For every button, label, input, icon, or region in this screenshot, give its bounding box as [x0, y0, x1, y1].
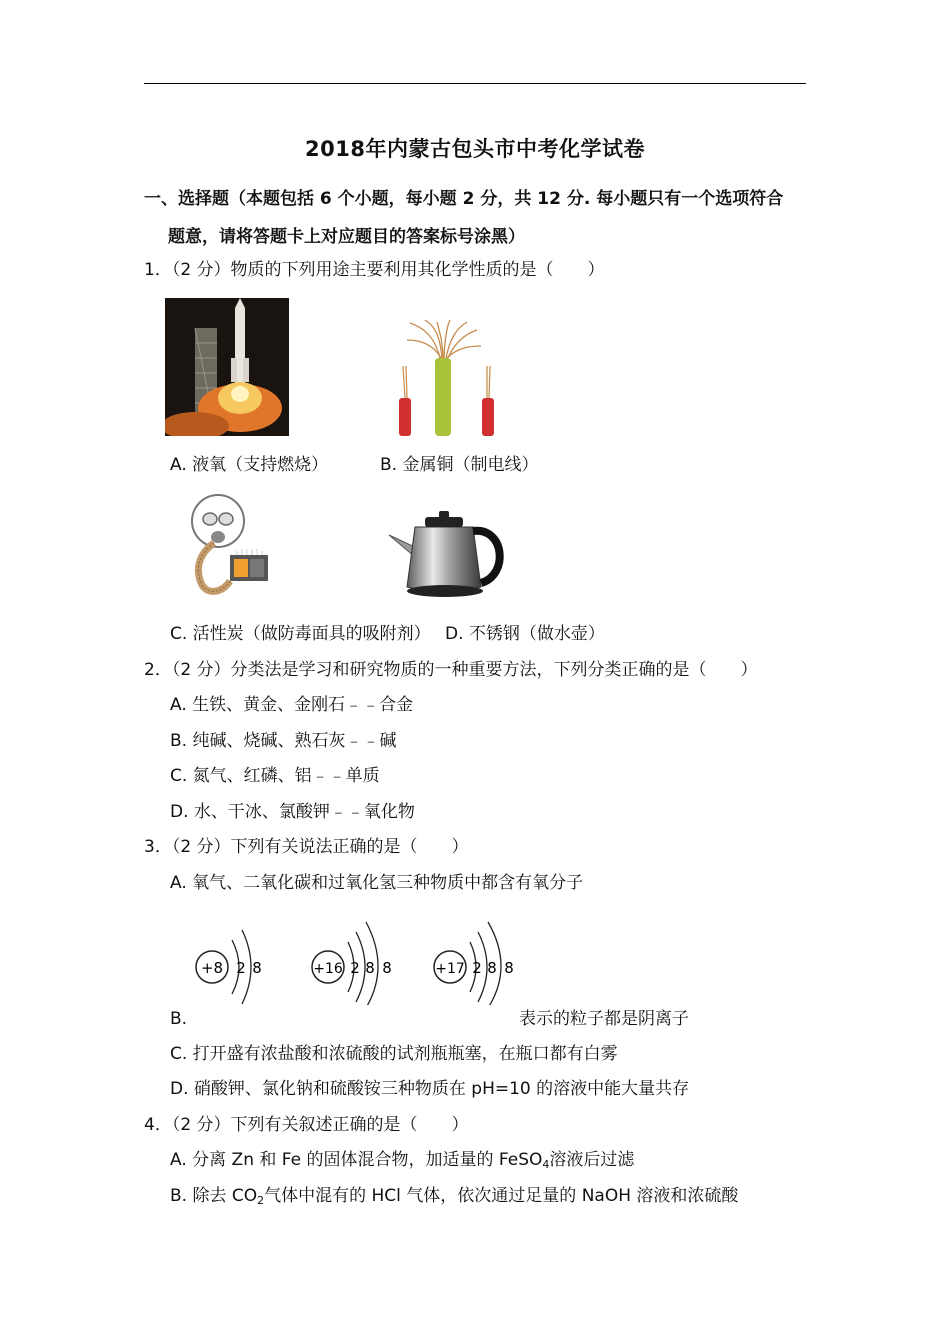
electron-count: 2: [472, 959, 482, 977]
electron-count: 2: [350, 959, 360, 977]
stainless-kettle-image: [385, 505, 510, 605]
q3-option-d: D. 硝酸钾、氯化钠和硫酸铵三种物质在 pH=10 的溶液中能大量共存: [170, 1079, 690, 1099]
electron-count: 8: [487, 959, 497, 977]
q2-stem: 2．（2 分）分类法是学习和研究物质的一种重要方法，下列分类正确的是（ ）: [144, 660, 758, 680]
electron-count: 8: [504, 959, 514, 977]
q4-option-a-text-end: 溶液后过滤: [549, 1150, 635, 1170]
subscript: 4: [542, 1158, 550, 1171]
nucleus-label: +8: [200, 959, 224, 977]
q3-option-b-text: 表示的粒子都是阴离子: [519, 1009, 689, 1029]
q1-stem: 1．（2 分）物质的下列用途主要利用其化学性质的是（ ）: [144, 260, 605, 280]
q1-option-c: C. 活性炭（做防毒面具的吸附剂）: [170, 624, 431, 644]
q4-option-b: [170, 1184, 738, 1208]
q4-option-a-text: A. 分离 Zn 和 Fe 的固体混合物，加适量的 FeSO: [170, 1150, 543, 1170]
electron-count: 8: [382, 959, 392, 977]
atom-diagram-chlorine-ion: [434, 922, 514, 1005]
q2-option-b: B. 纯碱、烧碱、熟石灰﹣﹣碱: [170, 731, 397, 751]
q3-option-a: A. 氧气、二氧化碳和过氧化氢三种物质中都含有氧分子: [170, 873, 584, 893]
q2-option-a: A. 生铁、黄金、金刚石﹣﹣合金: [170, 695, 414, 715]
rocket-launch-image: [165, 298, 289, 436]
section-heading-line1: 一、选择题（本题包括 6 个小题，每小题 2 分，共 12 分. 每小题只有一个选项符合: [144, 189, 784, 209]
q4-option-a: [170, 1148, 634, 1172]
q2-option-d: D. 水、干冰、氯酸钾﹣﹣氧化物: [170, 802, 415, 822]
q3-stem: 3．（2 分）下列有关说法正确的是（ ）: [144, 837, 469, 857]
atom-diagram-oxygen-ion: [196, 930, 262, 1004]
gas-mask-image: [180, 493, 275, 598]
nucleus-label: +17: [435, 961, 465, 977]
q3-option-b-label: B.: [170, 1009, 188, 1029]
electron-count: 2: [236, 959, 246, 977]
electron-count: 8: [365, 959, 375, 977]
q1-option-d: D. 不锈钢（做水壶）: [445, 624, 605, 644]
subscript: 2: [257, 1194, 265, 1207]
q4-option-b-text-end: 气体中混有的 HCl 气体，依次通过足量的 NaOH 溶液和浓硫酸: [264, 1186, 739, 1206]
page-title: 2018年内蒙古包头市中考化学试卷: [305, 137, 645, 161]
atomic-structure-diagrams: [188, 910, 518, 1005]
section-heading-line2: 题意，请将答题卡上对应题目的答案标号涂黑）: [168, 227, 525, 247]
electron-count: 8: [252, 959, 262, 977]
q1-option-b: B. 金属铜（制电线）: [380, 455, 539, 475]
copper-wire-image: [395, 318, 505, 438]
q2-option-c: C. 氮气、红磷、铝﹣﹣单质: [170, 766, 380, 786]
q4-stem: 4．（2 分）下列有关叙述正确的是（ ）: [144, 1115, 469, 1135]
q1-option-a: A. 液氧（支持燃烧）: [170, 455, 329, 475]
nucleus-label: +16: [313, 961, 343, 977]
atom-diagram-sulfur-ion: [312, 922, 392, 1005]
q4-option-b-text: B. 除去 CO: [170, 1186, 258, 1206]
header-rule: [144, 83, 806, 84]
q3-option-c: C. 打开盛有浓盐酸和浓硫酸的试剂瓶瓶塞，在瓶口都有白雾: [170, 1044, 618, 1064]
